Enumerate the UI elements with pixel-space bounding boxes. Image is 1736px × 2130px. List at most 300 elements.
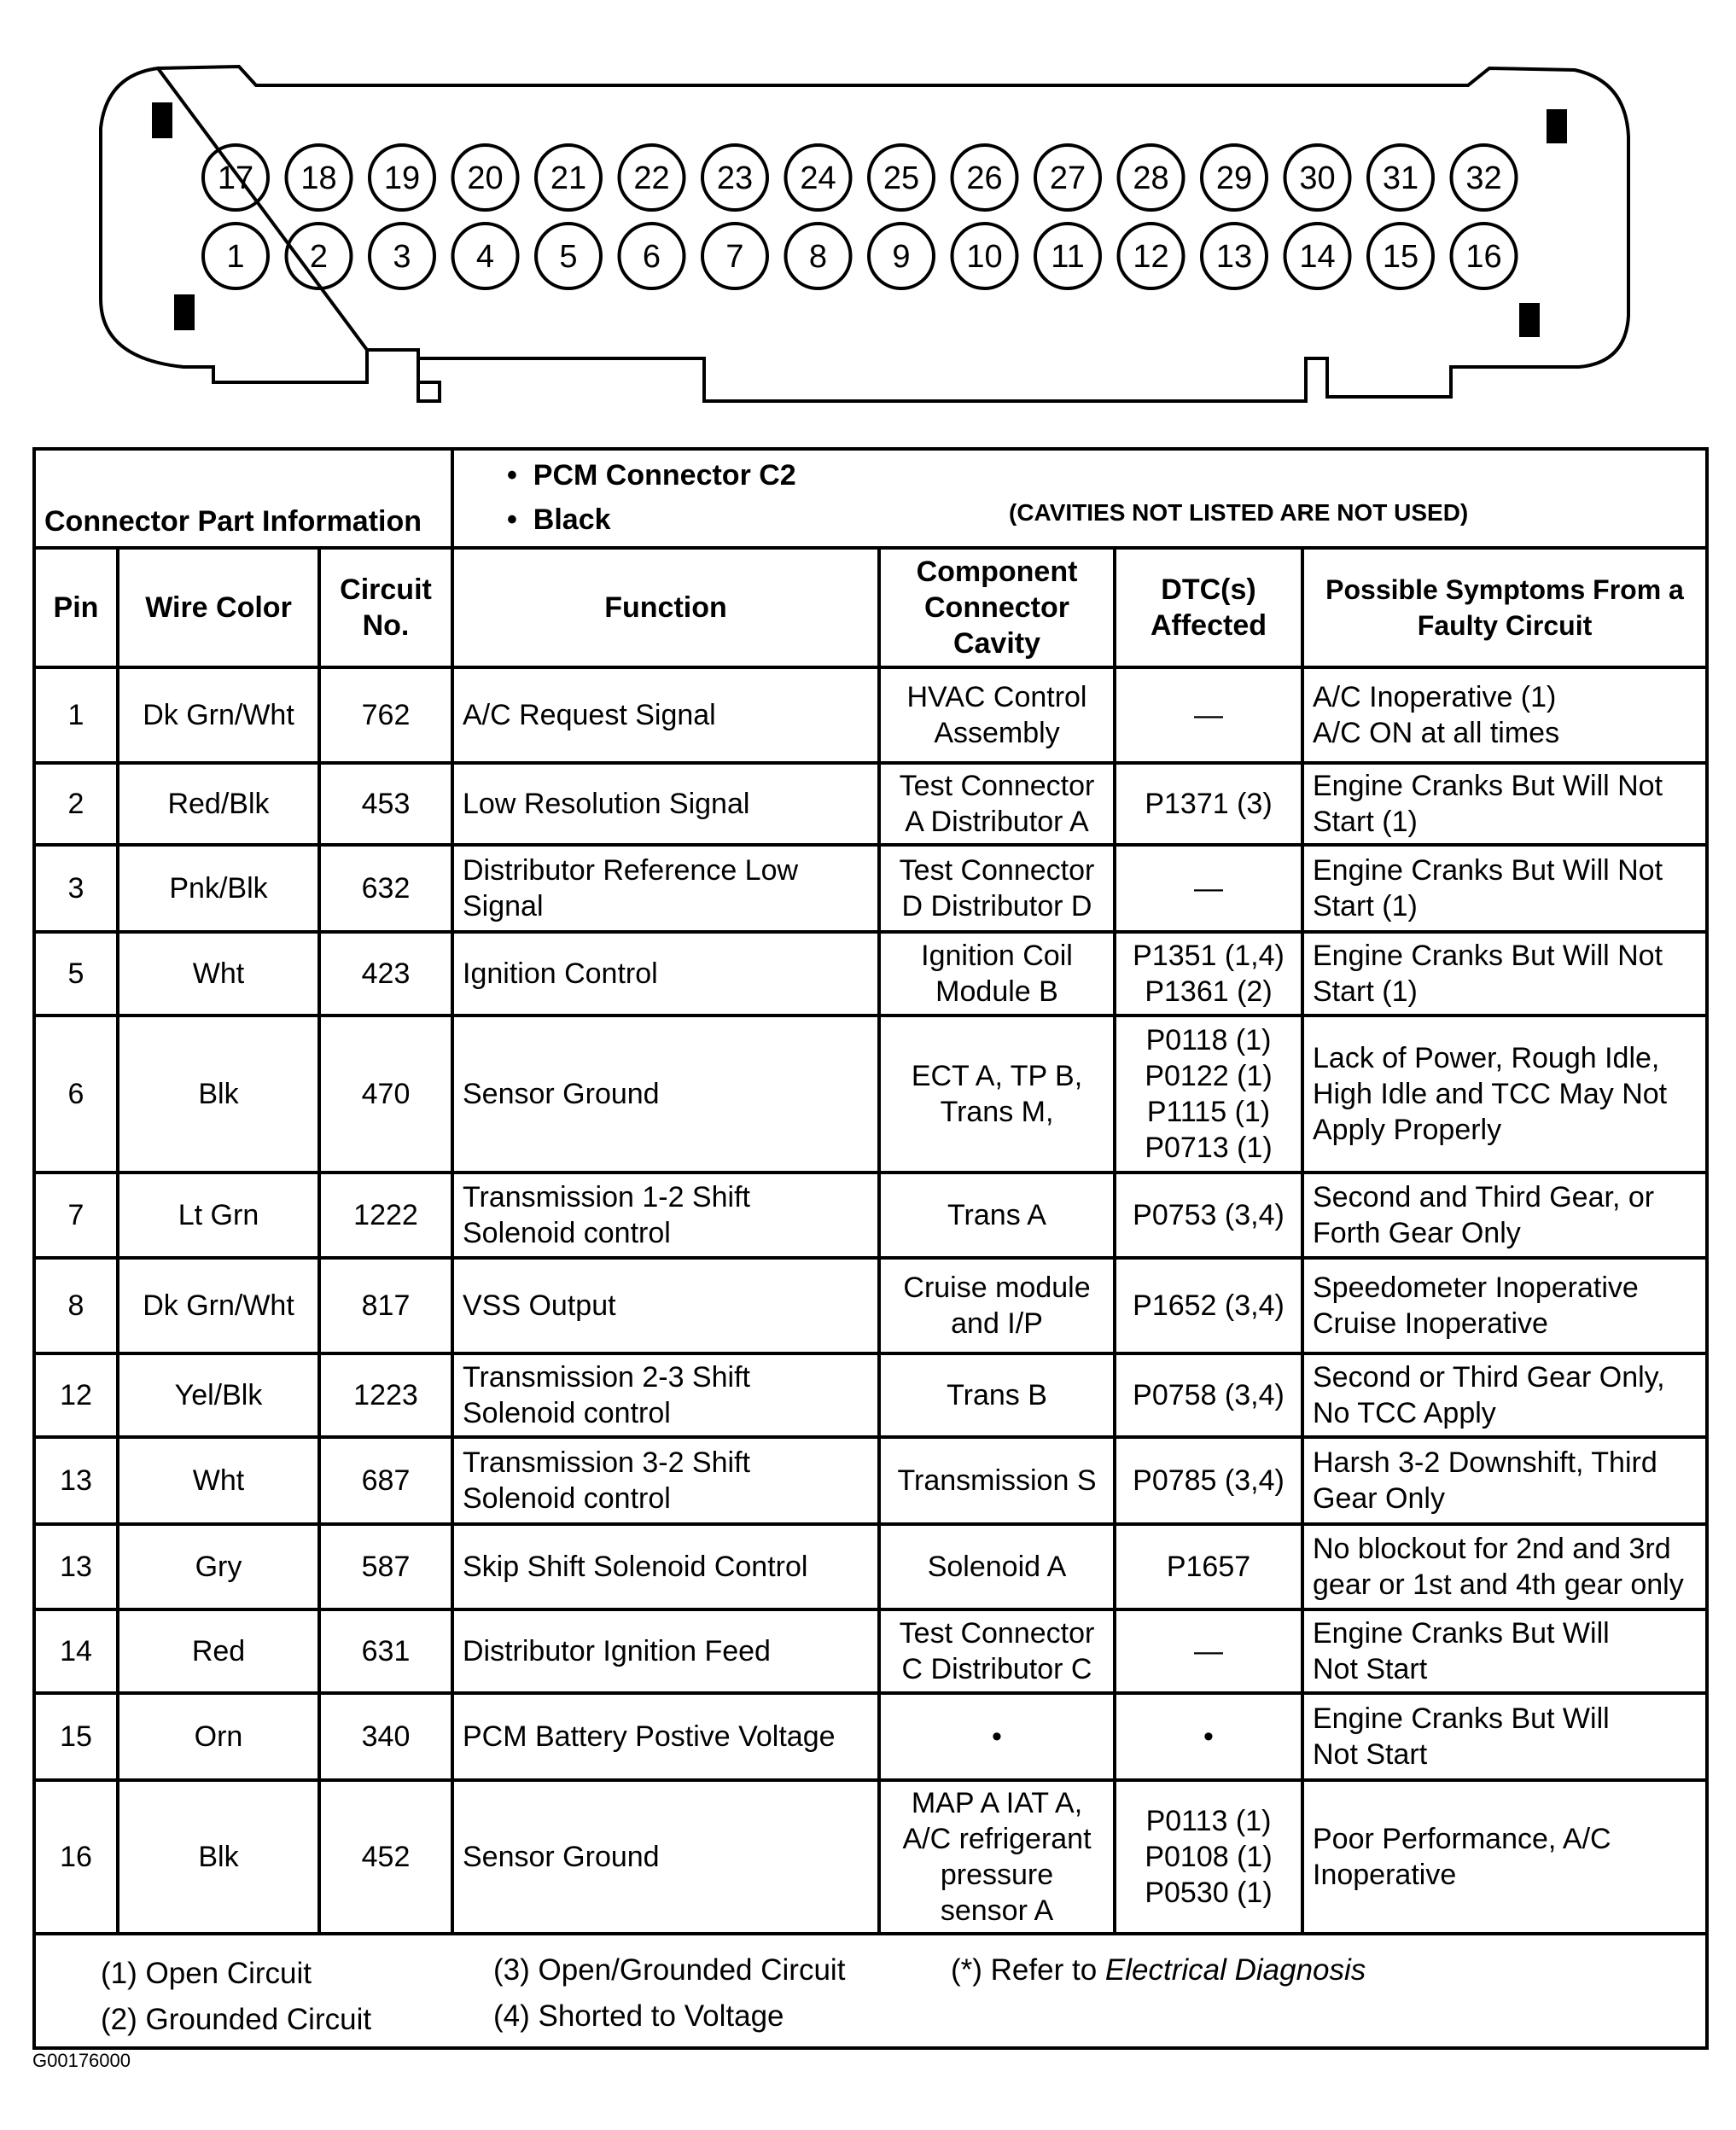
function-cell (452, 1353, 879, 1437)
dtc-cell-line: P1657 (1166, 1551, 1251, 1583)
pin-number: 19 (383, 160, 421, 196)
circuit-cell (319, 845, 452, 932)
table-row (34, 845, 1707, 932)
symptoms-cell-line: Not Start (1313, 1738, 1428, 1771)
circuit-cell-line: 587 (361, 1551, 411, 1583)
table-row (34, 1173, 1707, 1258)
symptoms-cell (1302, 1258, 1707, 1353)
legend-refer-prefix: (*) Refer to (951, 1953, 1105, 1987)
wire-color-cell-line: Lt Grn (178, 1199, 259, 1231)
dtc-cell-line: • (1203, 1720, 1214, 1753)
circuit-cell (319, 1258, 452, 1353)
symptoms-cell-line: High Idle and TCC May Not (1313, 1078, 1668, 1110)
pin-cell (34, 1437, 118, 1524)
pin-cell-line: 8 (67, 1289, 84, 1322)
table-row (34, 1780, 1707, 1934)
cavity-cell-line: D Distributor D (901, 890, 1092, 922)
legend-open: (1) Open Circuit (101, 1957, 312, 1990)
pin-number: 6 (642, 239, 661, 275)
header-pin: Pin (34, 548, 118, 667)
pin-cell-line: 15 (60, 1720, 92, 1753)
wire-color-cell-line: Blk (198, 1078, 239, 1110)
pin-cell (34, 1524, 118, 1609)
dtc-cell (1115, 1524, 1302, 1609)
header-row (34, 548, 1707, 667)
symptoms-cell-line: No blockout for 2nd and 3rd (1313, 1533, 1671, 1565)
cavity-cell-line: MAP A IAT A, (911, 1787, 1083, 1819)
pin-number: 26 (966, 160, 1003, 196)
symptoms-cell-line: gear or 1st and 4th gear only (1313, 1568, 1684, 1601)
pin-number: 1 (226, 239, 245, 275)
symptoms-cell-line: Engine Cranks But Will (1313, 1702, 1610, 1735)
pin-number: 16 (1465, 239, 1502, 275)
cavity-cell (879, 763, 1115, 845)
header-dtc (1115, 548, 1302, 667)
wire-color-cell-line: Red/Blk (167, 788, 270, 820)
circuit-cell (319, 1173, 452, 1258)
function-cell (452, 667, 879, 763)
header-cavity (879, 548, 1115, 667)
symptoms-cell (1302, 1437, 1707, 1524)
pin-number: 23 (716, 160, 754, 196)
function-cell-line: Distributor Ignition Feed (463, 1635, 771, 1667)
dtc-cell-line: P0713 (1) (1145, 1132, 1273, 1164)
symptoms-cell-line: Apply Properly (1313, 1114, 1502, 1146)
cavity-cell (879, 1524, 1115, 1609)
dtc-cell-line: P0113 (1) (1145, 1805, 1272, 1837)
wire-color-cell-line: Blk (198, 1841, 239, 1873)
symptoms-cell (1302, 1609, 1707, 1693)
pin-number: 29 (1215, 160, 1253, 196)
symptoms-cell-line: Engine Cranks But Will Not (1313, 854, 1663, 887)
symptoms-cell-line: Cruise Inoperative (1313, 1307, 1548, 1340)
pin-cell (34, 1780, 118, 1934)
dtc-cell-line: P0785 (3,4) (1133, 1464, 1285, 1497)
cavity-cell-line: C Distributor C (901, 1653, 1092, 1685)
header-function: Function (452, 548, 879, 667)
symptoms-cell-line: Engine Cranks But Will Not (1313, 940, 1663, 972)
circuit-cell-line: 631 (361, 1635, 411, 1667)
pin-cell (34, 1016, 118, 1173)
table-row (34, 1437, 1707, 1524)
wire-color-cell (118, 1173, 319, 1258)
wire-color-cell-line: Wht (192, 957, 245, 990)
dtc-cell-line: P0108 (1) (1145, 1841, 1273, 1873)
cavity-cell-line: A Distributor A (905, 806, 1089, 838)
dtc-cell-line: P1115 (1) (1146, 1096, 1271, 1128)
wire-color-cell-line: Dk Grn/Wht (143, 699, 294, 731)
info-row (34, 449, 1707, 548)
dtc-cell (1115, 932, 1302, 1016)
wire-color-cell-line: Gry (195, 1551, 242, 1583)
header-dtc-l2: Affected (1150, 609, 1267, 642)
symptoms-cell-line: Second and Third Gear, or (1313, 1181, 1655, 1213)
circuit-cell-line: 1222 (353, 1199, 418, 1231)
circuit-cell-line: 762 (361, 699, 411, 731)
dtc-cell-line: P0758 (3,4) (1133, 1379, 1285, 1411)
cavity-cell (879, 1693, 1115, 1780)
header-cavity-l2: Connector (924, 591, 1069, 624)
pin-cell (34, 1258, 118, 1353)
dtc-cell (1115, 1173, 1302, 1258)
dtc-cell-line: P1361 (2) (1145, 975, 1273, 1008)
pin-cell (34, 763, 118, 845)
pin-cell-line: 13 (60, 1464, 92, 1497)
function-cell-line: Solenoid control (463, 1397, 671, 1429)
cavity-cell-line: Ignition Coil (921, 940, 1073, 972)
legend-open-grounded: (3) Open/Grounded Circuit (493, 1953, 846, 1987)
pin-cell-line: 1 (67, 699, 84, 731)
pin-number: 27 (1049, 160, 1086, 196)
dtc-cell (1115, 1780, 1302, 1934)
symptoms-cell-line: Engine Cranks But Will (1313, 1617, 1610, 1650)
info-note: (CAVITIES NOT LISTED ARE NOT USED) (1009, 499, 1469, 526)
pin-table (32, 447, 1709, 2050)
function-cell-line: Distributor Reference Low (463, 854, 799, 887)
header-circuit-l1: Circuit (340, 573, 432, 606)
symptoms-cell (1302, 845, 1707, 932)
cavity-cell-line: Test Connector (899, 770, 1095, 802)
cavity-cell-line: Test Connector (899, 1617, 1095, 1650)
header-wire-color: Wire Color (118, 548, 319, 667)
cavity-cell-line: Trans B (947, 1379, 1047, 1411)
pin-number: 18 (300, 160, 337, 196)
wire-color-cell (118, 845, 319, 932)
cavity-cell-line: Cruise module (903, 1272, 1091, 1304)
table-row (34, 763, 1707, 845)
cavity-cell (879, 1780, 1115, 1934)
circuit-cell (319, 932, 452, 1016)
dtc-cell-line: P1652 (3,4) (1133, 1289, 1285, 1322)
pin-number: 31 (1382, 160, 1419, 196)
function-cell (452, 763, 879, 845)
key-mark-top-right (1547, 109, 1567, 143)
function-cell (452, 1173, 879, 1258)
legend-refer-italic: Electrical Diagnosis (1104, 1953, 1366, 1987)
symptoms-cell-line: No TCC Apply (1313, 1397, 1496, 1429)
symptoms-cell-line: Lack of Power, Rough Idle, (1313, 1042, 1660, 1074)
function-cell-line: Skip Shift Solenoid Control (463, 1551, 808, 1583)
dtc-cell-line: P1351 (1,4) (1133, 940, 1285, 972)
header-circuit (319, 548, 452, 667)
pin-number: 3 (393, 239, 411, 275)
wire-color-cell (118, 1693, 319, 1780)
wire-color-cell (118, 1258, 319, 1353)
table-row (34, 1693, 1707, 1780)
info-label: Connector Part Information (34, 449, 452, 548)
circuit-cell-line: 470 (361, 1078, 411, 1110)
wire-color-cell (118, 763, 319, 845)
cavity-cell-line: • (992, 1720, 1002, 1753)
symptoms-cell-line: A/C ON at all times (1313, 717, 1560, 749)
dtc-cell (1115, 1016, 1302, 1173)
table-row (34, 1016, 1707, 1173)
pin-number: 25 (883, 160, 920, 196)
function-cell (452, 932, 879, 1016)
legend-cell (34, 1934, 1707, 2048)
wire-color-cell (118, 1437, 319, 1524)
wire-color-cell (118, 1524, 319, 1609)
cavity-cell-line: HVAC Control (906, 681, 1087, 713)
pin-number: 8 (808, 239, 828, 275)
pin-number: 32 (1465, 160, 1502, 196)
circuit-cell-line: 632 (361, 872, 411, 905)
pin-cell (34, 1693, 118, 1780)
pin-cell-line: 12 (60, 1379, 92, 1411)
pin-cell-line: 2 (67, 788, 84, 820)
circuit-cell (319, 1016, 452, 1173)
dtc-cell-line: P1371 (3) (1145, 788, 1273, 820)
pin-number: 11 (1051, 239, 1085, 275)
function-cell (452, 1258, 879, 1353)
pin-cell-line: 7 (67, 1199, 84, 1231)
cavity-cell-line: Assembly (934, 717, 1060, 749)
wire-color-cell (118, 667, 319, 763)
header-cavity-l1: Component (916, 556, 1078, 588)
header-symptoms-l1: Possible Symptoms From a (1325, 574, 1684, 605)
cavity-cell (879, 1609, 1115, 1693)
wire-color-cell-line: Red (191, 1635, 246, 1667)
wire-color-cell (118, 1780, 319, 1934)
legend-shorted: (4) Shorted to Voltage (493, 1999, 784, 2033)
pin-number: 10 (966, 239, 1003, 275)
header-dtc-l1: DTC(s) (1161, 573, 1256, 606)
cavity-cell-line: pressure (940, 1859, 1054, 1891)
pin-number: 12 (1133, 239, 1169, 275)
dtc-cell-line: — (1194, 1635, 1223, 1667)
circuit-cell (319, 763, 452, 845)
symptoms-cell-line: Speedometer Inoperative (1313, 1272, 1639, 1304)
symptoms-cell-line: Not Start (1313, 1653, 1428, 1685)
pin-number: 22 (633, 160, 670, 196)
header-circuit-l2: No. (362, 609, 410, 642)
table-row (34, 1353, 1707, 1437)
info-item-connector-text: PCM Connector C2 (533, 459, 796, 492)
symptoms-cell-line: A/C Inoperative (1) (1313, 681, 1557, 713)
symptoms-cell-line: Poor Performance, A/C (1313, 1823, 1611, 1855)
info-cell (452, 449, 1707, 548)
symptoms-cell-line: Engine Cranks But Will Not (1313, 770, 1663, 802)
dtc-cell (1115, 763, 1302, 845)
function-cell-line: A/C Request Signal (463, 699, 716, 731)
dtc-cell (1115, 1437, 1302, 1524)
dtc-cell (1115, 667, 1302, 763)
function-cell-line: Transmission 2-3 Shift (463, 1361, 750, 1394)
legend-refer (951, 1952, 1366, 1988)
info-item-connector: • PCM Connector C2 (507, 459, 796, 492)
cavity-cell-line: Test Connector (899, 854, 1095, 887)
symptoms-cell (1302, 1524, 1707, 1609)
dtc-cell (1115, 1353, 1302, 1437)
cavity-cell (879, 667, 1115, 763)
function-cell (452, 845, 879, 932)
pin-cell-line: 14 (60, 1635, 92, 1667)
dtc-cell-line: P0530 (1) (1145, 1877, 1273, 1909)
symptoms-cell-line: Forth Gear Only (1313, 1217, 1521, 1249)
pin-number: 9 (892, 239, 911, 275)
pin-number: 7 (725, 239, 744, 275)
connector-outline (101, 67, 1628, 401)
symptoms-cell (1302, 932, 1707, 1016)
function-cell-line: VSS Output (463, 1289, 616, 1322)
key-mark-top-left (152, 102, 172, 138)
function-cell-line: Solenoid control (463, 1217, 671, 1249)
wire-color-cell-line: Pnk/Blk (169, 872, 268, 905)
circuit-cell (319, 1524, 452, 1609)
cavity-cell-line: Solenoid A (927, 1551, 1067, 1583)
function-cell-line: Sensor Ground (463, 1078, 660, 1110)
pin-cell (34, 932, 118, 1016)
legend-row (34, 1934, 1707, 2048)
legend-grounded: (2) Grounded Circuit (101, 2003, 372, 2036)
symptoms-cell-line: Start (1) (1313, 975, 1418, 1008)
pin-number: 13 (1215, 239, 1253, 275)
function-cell-line: Low Resolution Signal (463, 788, 750, 820)
symptoms-cell (1302, 1353, 1707, 1437)
cavity-cell (879, 1353, 1115, 1437)
wire-color-cell-line: Orn (194, 1720, 243, 1753)
function-cell (452, 1437, 879, 1524)
wire-color-cell (118, 932, 319, 1016)
cavity-cell-line: Module B (935, 975, 1058, 1008)
dtc-cell (1115, 1609, 1302, 1693)
info-item-color-text: Black (533, 503, 611, 536)
dtc-cell-line: — (1194, 699, 1223, 731)
circuit-cell-line: 453 (361, 788, 411, 820)
cavity-cell (879, 1258, 1115, 1353)
table-row (34, 1258, 1707, 1353)
circuit-cell-line: 423 (361, 957, 411, 990)
table-row (34, 1609, 1707, 1693)
cavity-cell (879, 845, 1115, 932)
pin-number: 24 (800, 160, 836, 196)
function-cell-line: PCM Battery Postive Voltage (463, 1720, 836, 1753)
symptoms-cell-line: Harsh 3-2 Downshift, Third (1313, 1446, 1657, 1479)
pin-number: 17 (217, 160, 254, 196)
cavity-cell-line: Trans A (947, 1199, 1046, 1231)
circuit-cell-line: 1223 (353, 1379, 418, 1411)
wire-color-cell-line: Wht (192, 1464, 245, 1497)
symptoms-cell (1302, 667, 1707, 763)
pin-number: 30 (1299, 160, 1336, 196)
pin-cell-line: 5 (67, 957, 84, 990)
function-cell-line: Solenoid control (463, 1482, 671, 1515)
table-row (34, 1524, 1707, 1609)
dtc-cell-line: — (1194, 872, 1223, 905)
circuit-cell (319, 1437, 452, 1524)
circuit-cell (319, 1780, 452, 1934)
dtc-cell (1115, 1258, 1302, 1353)
pin-cell-line: 16 (60, 1841, 92, 1873)
function-cell (452, 1524, 879, 1609)
pin-number: 14 (1299, 239, 1336, 275)
cavity-cell-line: Trans M, (940, 1096, 1054, 1128)
pin-cell-line: 3 (67, 872, 84, 905)
function-cell-line: Signal (463, 890, 544, 922)
pin-cell (34, 667, 118, 763)
pin-number: 5 (559, 239, 578, 275)
cavity-cell-line: Transmission S (897, 1464, 1097, 1497)
pin-cell (34, 1353, 118, 1437)
symptoms-cell (1302, 1780, 1707, 1934)
pin-number: 28 (1133, 160, 1169, 196)
function-cell (452, 1693, 879, 1780)
circuit-cell (319, 1353, 452, 1437)
dtc-cell-line: P0122 (1) (1145, 1060, 1273, 1092)
pin-cell (34, 845, 118, 932)
pin-cell (34, 1173, 118, 1258)
circuit-cell-line: 817 (361, 1289, 411, 1322)
circuit-cell-line: 340 (361, 1720, 411, 1753)
cavity-cell (879, 1016, 1115, 1173)
connector-diagram (0, 0, 1736, 427)
pin-cell (34, 1609, 118, 1693)
wire-color-cell (118, 1016, 319, 1173)
circuit-cell (319, 1693, 452, 1780)
pin-number: 21 (550, 160, 587, 196)
info-item-color: • Black (507, 503, 611, 536)
symptoms-cell-line: Start (1) (1313, 806, 1418, 838)
function-cell (452, 1609, 879, 1693)
cavity-cell (879, 932, 1115, 1016)
circuit-cell-line: 452 (361, 1841, 411, 1873)
dtc-cell (1115, 1693, 1302, 1780)
pin-number: 15 (1382, 239, 1419, 275)
header-symptoms (1302, 548, 1707, 667)
symptoms-cell-line: Second or Third Gear Only, (1313, 1361, 1665, 1394)
header-symptoms-l2: Faulty Circuit (1417, 610, 1593, 641)
cavity-cell-line: sensor A (940, 1894, 1054, 1927)
pin-number: 20 (467, 160, 504, 196)
symptoms-cell (1302, 1173, 1707, 1258)
function-cell (452, 1780, 879, 1934)
figure-id: G00176000 (32, 2050, 131, 2071)
header-cavity-l3: Cavity (952, 627, 1041, 660)
dtc-cell (1115, 845, 1302, 932)
function-cell-line: Transmission 1-2 Shift (463, 1181, 750, 1213)
wire-color-cell-line: Yel/Blk (174, 1379, 263, 1411)
wire-color-cell (118, 1609, 319, 1693)
circuit-cell (319, 667, 452, 763)
key-mark-bottom-left (174, 294, 195, 330)
dtc-cell-line: P0753 (3,4) (1133, 1199, 1285, 1231)
pin-number: 4 (475, 239, 495, 275)
pin-cell-line: 6 (67, 1078, 84, 1110)
function-cell-line: Ignition Control (463, 957, 658, 990)
symptoms-cell (1302, 763, 1707, 845)
function-cell-line: Sensor Ground (463, 1841, 660, 1873)
wire-color-cell (118, 1353, 319, 1437)
table-row (34, 932, 1707, 1016)
key-mark-bottom-right (1519, 303, 1540, 337)
symptoms-cell (1302, 1693, 1707, 1780)
function-cell (452, 1016, 879, 1173)
cavity-cell (879, 1437, 1115, 1524)
cavity-cell-line: ECT A, TP B, (911, 1060, 1083, 1092)
circuit-cell (319, 1609, 452, 1693)
pin-number: 2 (309, 239, 329, 275)
symptoms-cell (1302, 1016, 1707, 1173)
symptoms-cell-line: Gear Only (1313, 1482, 1445, 1515)
table-row (34, 667, 1707, 763)
cavity-cell (879, 1173, 1115, 1258)
cavity-cell-line: and I/P (951, 1307, 1043, 1340)
symptoms-cell-line: Inoperative (1313, 1859, 1457, 1891)
symptoms-cell-line: Start (1) (1313, 890, 1418, 922)
function-cell-line: Transmission 3-2 Shift (463, 1446, 750, 1479)
pin-cell-line: 13 (60, 1551, 92, 1583)
cavity-cell-line: A/C refrigerant (902, 1823, 1092, 1855)
